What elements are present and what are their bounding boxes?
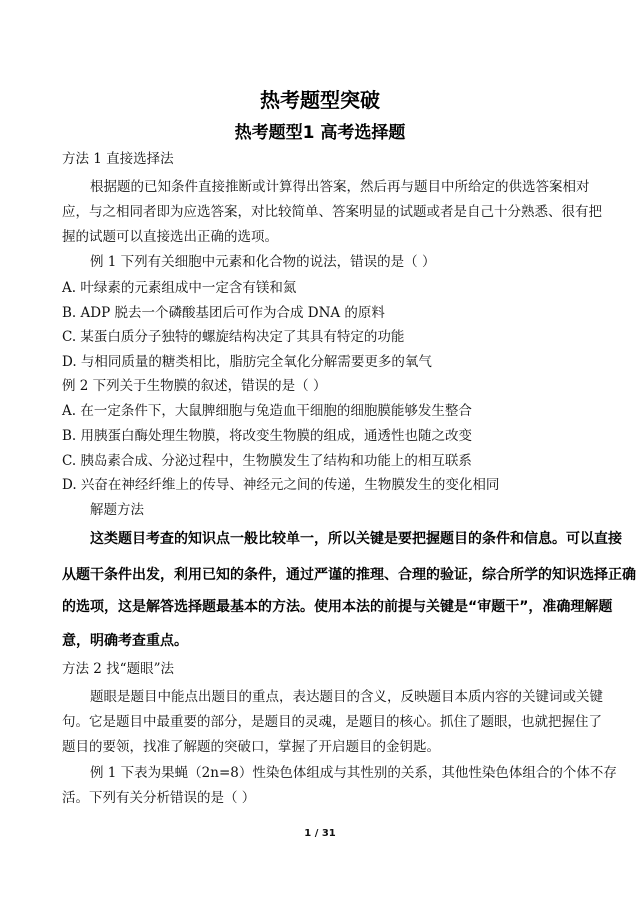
method2-example1-line: 活。下列有关分析错误的是（ ） <box>62 790 256 806</box>
method2-example1-line: 例 1 下表为果蝇（2n=8）性染色体组成与其性别的关系，其他性染色体组合的个体不存 <box>90 765 617 781</box>
example1-stem: 例 1 下列有关细胞中元素和化合物的说法，错误的是（ ） <box>90 254 436 270</box>
page-number: 1 / 31 <box>304 828 336 839</box>
page-subtitle: 热考题型1 高考选择题 <box>234 123 406 143</box>
example2-option-b: B. 用胰蛋白酶处理生物膜，将改变生物膜的组成，通透性也随之改变 <box>62 428 473 444</box>
method1-desc-line: 根据题的已知条件直接推断或计算得出答案，然后再与题目中所给定的供选答案相对 <box>90 179 590 195</box>
example1-option-b: B. ADP 脱去一个磷酸基团后可作为合成 DNA 的原料 <box>62 305 385 321</box>
solution-line: 从题干条件出发，利用已知的条件，通过严谨的推理、合理的验证，综合所学的知识选择正确 <box>62 567 636 583</box>
method2-desc-line: 题眼是题目中能点出题目的重点，表达题目的含义，反映题目本质内容的关键词或关键 <box>90 689 603 705</box>
example2-option-a: A. 在一定条件下，大鼠脾细胞与兔造血干细胞的细胞膜能够发生整合 <box>62 403 472 419</box>
method1-heading: 方法 1 直接选择法 <box>62 151 174 167</box>
solution-line: 这类题目考查的知识点一般比较单一，所以关键是要把握题目的条件和信息。可以直接 <box>90 531 622 547</box>
method1-desc-line: 握的试题可以直接选出正确的选项。 <box>62 229 278 245</box>
example2-stem: 例 2 下列关于生物膜的叙述，错误的是（ ） <box>62 378 327 394</box>
solution-label: 解题方法 <box>90 502 144 518</box>
solution-line: 意，明确考查重点。 <box>62 633 188 649</box>
example1-option-c: C. 某蛋白质分子独特的螺旋结构决定了其具有特定的功能 <box>62 329 405 345</box>
example1-option-a: A. 叶绿素的元素组成中一定含有镁和氮 <box>62 280 297 296</box>
example1-option-d: D. 与相同质量的糖类相比，脂肪完全氧化分解需要更多的氧气 <box>62 354 432 370</box>
solution-line: 的选项，这是解答选择题最基本的方法。使用本法的前提与关键是“审题干”，准确理解题 <box>62 599 613 615</box>
method2-desc-line: 题目的要领，找准了解题的突破口，掌握了开启题目的金钥匙。 <box>62 739 440 755</box>
method2-heading: 方法 2 找“题眼”法 <box>62 661 174 677</box>
method1-desc-line: 应，与之相同者即为应选答案，对比较简单、答案明显的试题或者是自己十分熟悉、很有把 <box>62 204 602 220</box>
page-title: 热考题型突破 <box>260 88 380 112</box>
example2-option-c: C. 胰岛素合成、分泌过程中，生物膜发生了结构和功能上的相互联系 <box>62 453 472 469</box>
method2-desc-line: 句。它是题目中最重要的部分，是题目的灵魂，是题目的核心。抓住了题眼，也就把握住了 <box>62 714 602 730</box>
example2-option-d: D. 兴奋在神经纤维上的传导、神经元之间的传递，生物膜发生的变化相同 <box>62 477 500 493</box>
